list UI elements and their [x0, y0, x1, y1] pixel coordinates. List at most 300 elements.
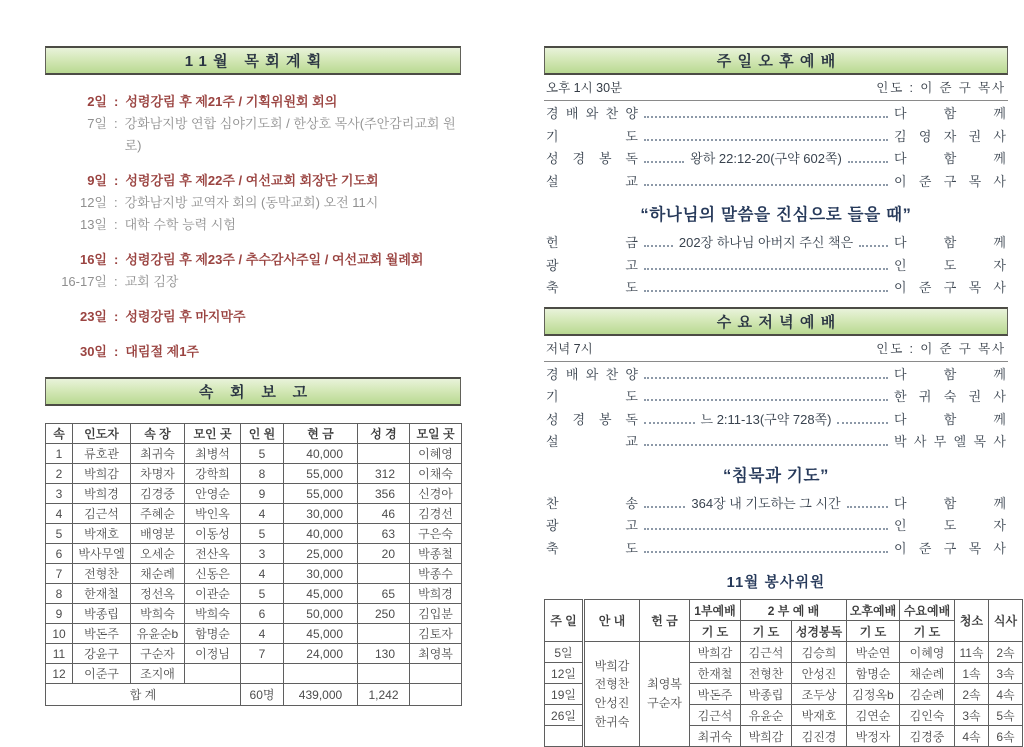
report-cell: 박돈주 — [73, 624, 131, 644]
worship-item-person: 다 함 께 — [894, 411, 1006, 427]
event-text: 성령강림 후 제23주 / 추수감사주일 / 여선교회 월례회 — [125, 252, 424, 267]
report-cell: 55,000 — [284, 464, 358, 484]
worship-item-label: 축 도 — [546, 540, 638, 556]
report-cell: 이정님 — [185, 644, 241, 664]
plan-event-row — [45, 214, 461, 236]
worship-line — [544, 255, 1008, 278]
report-cell — [284, 664, 358, 684]
total-offering: 439,000 — [284, 684, 358, 706]
report-cell: 11 — [46, 644, 73, 664]
report-cell: 45,000 — [284, 624, 358, 644]
report-cell: 강윤구 — [73, 644, 131, 664]
worship-line — [544, 277, 1008, 300]
worship-item-detail: 왕하 22:12-20(구약 602쪽) — [690, 151, 842, 166]
report-cell: 박사무엘 — [73, 544, 131, 564]
committee-cell: 6속 — [989, 726, 1023, 747]
report-col-header: 속 장 — [131, 424, 185, 444]
report-cell: 박종수 — [410, 564, 462, 584]
worship-item-label: 경 배 와 찬 양 — [546, 366, 638, 382]
committee-cell: 3속 — [955, 705, 989, 726]
table-row — [46, 604, 462, 624]
worship-item-person: 이 준 구 목 사 — [894, 173, 1006, 189]
event-date: 7일 — [87, 116, 107, 131]
report-cell: 3 — [46, 484, 73, 504]
report-table-head — [46, 424, 462, 444]
committee-col-header: 수요예배 — [900, 600, 955, 621]
report-title-bar — [45, 377, 461, 406]
report-cell: 구은숙 — [410, 524, 462, 544]
plan-event-list — [45, 91, 461, 363]
committee-col-header: 식사 — [989, 600, 1023, 642]
report-col-header: 성 경 — [358, 424, 410, 444]
committee-col-header: 오후예배 — [847, 600, 900, 621]
table-row — [46, 524, 462, 544]
committee-col-header: 청소 — [955, 600, 989, 642]
worship-item-person: 다 함 께 — [894, 151, 1006, 166]
report-cell: 주혜순 — [131, 504, 185, 524]
report-cell — [410, 664, 462, 684]
committee-col-subheader: 기 도 — [690, 621, 741, 642]
report-cell: 4 — [241, 564, 284, 584]
event-date: 13일 — [79, 217, 107, 232]
dotted-leader — [644, 173, 888, 186]
committee-cell: 김승희 — [792, 642, 847, 663]
report-cell: 김입분 — [410, 604, 462, 624]
committee-title: 11월 봉사위원 — [726, 575, 826, 591]
report-cell: 30,000 — [284, 504, 358, 524]
committee-table-head — [545, 600, 1023, 642]
report-cell: 박희감 — [73, 464, 131, 484]
committee-cell: 조두상 — [792, 684, 847, 705]
report-cell: 정선옥 — [131, 584, 185, 604]
worship-item-person: 다 함 께 — [894, 366, 1006, 382]
report-cell: 박희경 — [73, 484, 131, 504]
report-title: 속 회 보 고 — [198, 384, 314, 401]
report-cell: 130 — [358, 644, 410, 664]
event-text: 교회 김장 — [124, 274, 179, 289]
report-cell: 안영순 — [185, 484, 241, 504]
dotted-leader — [859, 234, 888, 247]
table-row — [46, 564, 462, 584]
committee-cell: 김인숙 — [900, 705, 955, 726]
report-col-header: 모인 곳 — [185, 424, 241, 444]
report-cell: 유윤순b — [131, 624, 185, 644]
wednesday-sermon-title: “침묵과 기도” — [722, 466, 830, 485]
plan-event-row — [45, 113, 461, 157]
committee-col-subheader: 기 도 — [847, 621, 900, 642]
report-cell: 4 — [241, 504, 284, 524]
worship-item-person: 이 준 구 목 사 — [894, 540, 1006, 556]
worship-line — [544, 386, 1008, 409]
report-cell: 박인옥 — [185, 504, 241, 524]
event-colon: : — [114, 274, 118, 289]
wednesday-order-list-2 — [544, 493, 1008, 561]
event-colon: : — [114, 94, 119, 109]
report-cell — [241, 664, 284, 684]
report-cell: 7 — [46, 564, 73, 584]
committee-cell: 김순례 — [900, 684, 955, 705]
report-cell: 이혜영 — [410, 444, 462, 464]
report-cell: 9 — [241, 484, 284, 504]
table-row — [46, 464, 462, 484]
committee-cell: 김진경 — [792, 726, 847, 747]
event-colon: : — [114, 217, 118, 232]
committee-date-cell: 5일 — [545, 642, 584, 663]
worship-item-label: 경 배 와 찬 양 — [546, 106, 638, 121]
report-cell: 최영복 — [410, 644, 462, 664]
plan-event-row — [45, 341, 461, 363]
report-cell: 김경중 — [131, 484, 185, 504]
wednesday-info-row — [544, 336, 1008, 362]
report-cell: 45,000 — [284, 584, 358, 604]
committee-col-header: 안 내 — [584, 600, 640, 642]
worship-item-detail: 느 2:11-13(구약 728쪽) — [700, 411, 832, 427]
report-cell: 2 — [46, 464, 73, 484]
worship-item-person: 다 함 께 — [894, 106, 1006, 121]
report-cell: 7 — [241, 644, 284, 664]
event-date: 16-17일 — [61, 274, 107, 289]
committee-cell: 이혜영 — [900, 642, 955, 663]
committee-cell: 5속 — [989, 705, 1023, 726]
committee-cell: 유윤순 — [741, 705, 792, 726]
plan-event-row — [45, 192, 461, 214]
committee-cell: 김연순 — [847, 705, 900, 726]
committee-cell: 김근석 — [690, 705, 741, 726]
dotted-leader — [644, 128, 888, 141]
worship-item-label: 헌 금 — [546, 235, 638, 250]
committee-cell: 박돈주 — [690, 684, 741, 705]
report-cell: 박종철 — [410, 544, 462, 564]
worship-line — [544, 431, 1008, 454]
worship-item-person: 이 준 구 목 사 — [894, 280, 1006, 295]
worship-line — [544, 126, 1008, 149]
report-cell: 이관순 — [185, 584, 241, 604]
event-date: 16일 — [79, 252, 107, 267]
dotted-leader — [644, 388, 888, 401]
class-report-table — [45, 423, 462, 706]
report-cell: 4 — [46, 504, 73, 524]
committee-date-cell: 19일 — [545, 684, 584, 705]
committee-cell: 3속 — [989, 663, 1023, 684]
report-cell: 356 — [358, 484, 410, 504]
dotted-leader — [644, 540, 888, 553]
report-cell: 6 — [46, 544, 73, 564]
worship-item-label: 성 경 봉 독 — [546, 411, 638, 427]
sunday-leader: 인도 : 이 준 구 목사 — [876, 81, 1006, 95]
committee-cell: 박희감 — [741, 726, 792, 747]
worship-line — [544, 493, 1008, 516]
worship-item-detail: 364장 내 기도하는 그 시간 — [691, 495, 841, 511]
committee-col-header: 1부예배 — [690, 600, 741, 621]
sunday-info-row — [544, 75, 1008, 101]
committee-table — [544, 599, 1023, 747]
report-cell: 강학희 — [185, 464, 241, 484]
worship-item-label: 설 교 — [546, 173, 638, 189]
committee-date-cell: 12일 — [545, 663, 584, 684]
table-row — [46, 484, 462, 504]
report-cell: 류호관 — [73, 444, 131, 464]
table-row — [46, 584, 462, 604]
committee-cell: 함명순 — [847, 663, 900, 684]
worship-line — [544, 103, 1008, 126]
wednesday-time: 저녁 7시 — [546, 341, 593, 356]
worship-item-person: 김 영 자 권 사 — [894, 128, 1006, 144]
committee-date-cell — [545, 726, 584, 747]
committee-cell: 박재호 — [792, 705, 847, 726]
sunday-sermon-title: “하나님의 말씀을 진심으로 들을 때” — [640, 206, 912, 224]
dotted-leader — [644, 257, 888, 270]
report-cell — [185, 664, 241, 684]
report-cell: 40,000 — [284, 444, 358, 464]
table-row — [46, 664, 462, 684]
wednesday-order-list — [544, 364, 1008, 454]
event-colon: : — [114, 116, 118, 131]
dotted-leader — [644, 411, 695, 424]
total-label: 합 계 — [46, 684, 241, 706]
event-date: 23일 — [79, 309, 107, 324]
worship-item-person: 한 귀 숙 권 사 — [894, 389, 1006, 404]
report-col-header: 현 금 — [284, 424, 358, 444]
committee-cell: 한재철 — [690, 663, 741, 684]
dotted-leader — [644, 150, 684, 163]
report-cell: 신경아 — [410, 484, 462, 504]
committee-cell: 박종립 — [741, 684, 792, 705]
report-cell: 8 — [241, 464, 284, 484]
report-cell: 63 — [358, 524, 410, 544]
report-cell: 24,000 — [284, 644, 358, 664]
report-cell: 25,000 — [284, 544, 358, 564]
worship-item-person: 다 함 께 — [894, 235, 1006, 250]
report-cell: 65 — [358, 584, 410, 604]
event-colon: : — [114, 252, 119, 267]
report-cell — [358, 564, 410, 584]
report-cell — [358, 624, 410, 644]
report-cell: 1 — [46, 444, 73, 464]
event-colon: : — [114, 195, 118, 210]
plan-event-row — [45, 306, 461, 328]
plan-event-row — [45, 271, 461, 293]
event-text: 대림절 제1주 — [125, 344, 199, 359]
dotted-leader — [644, 234, 673, 247]
event-text: 강화남지방 연합 심야기도회 / 한상호 목사(주안감리교회 원로) — [124, 116, 456, 153]
wednesday-title-bar — [544, 307, 1008, 336]
committee-ushers-cell: 박희감 전형찬 안성진 한귀숙 — [584, 642, 640, 747]
committee-col-header: 2 부 예 배 — [741, 600, 847, 621]
worship-item-label: 축 도 — [546, 280, 638, 295]
report-table-body — [46, 444, 462, 706]
report-cell: 9 — [46, 604, 73, 624]
committee-cell: 4속 — [955, 726, 989, 747]
report-cell: 전산옥 — [185, 544, 241, 564]
report-cell: 20 — [358, 544, 410, 564]
plan-event-row — [45, 170, 461, 192]
worship-line — [544, 364, 1008, 387]
left-page — [45, 46, 461, 706]
report-cell: 5 — [241, 584, 284, 604]
committee-col-subheader: 성경봉독 — [792, 621, 847, 642]
report-cell: 박재호 — [73, 524, 131, 544]
worship-item-label: 기 도 — [546, 389, 638, 404]
report-cell: 6 — [241, 604, 284, 624]
report-cell: 30,000 — [284, 564, 358, 584]
wednesday-leader: 인도 : 이 준 구 목사 — [876, 341, 1006, 356]
dotted-leader — [847, 495, 888, 508]
report-cell: 이동성 — [185, 524, 241, 544]
report-cell: 박희경 — [410, 584, 462, 604]
event-text: 대학 수학 능력 시험 — [124, 217, 236, 232]
worship-item-label: 기 도 — [546, 128, 638, 144]
report-cell: 312 — [358, 464, 410, 484]
report-cell: 8 — [46, 584, 73, 604]
table-row — [46, 444, 462, 464]
dotted-leader — [644, 495, 685, 508]
committee-table-body — [545, 642, 1023, 747]
event-text: 성령강림 후 제22주 / 여선교회 회장단 기도회 — [125, 173, 379, 188]
report-cell: 250 — [358, 604, 410, 624]
sunday-order-list — [544, 103, 1008, 193]
committee-cell: 김정옥b — [847, 684, 900, 705]
worship-line — [544, 538, 1008, 561]
event-colon: : — [114, 173, 119, 188]
worship-item-person: 다 함 께 — [894, 495, 1007, 511]
sunday-time: 오후 1시 30분 — [546, 81, 623, 95]
report-cell: 신동은 — [185, 564, 241, 584]
report-cell: 김토자 — [410, 624, 462, 644]
report-cell: 박희숙 — [131, 604, 185, 624]
report-col-header: 모일 곳 — [410, 424, 462, 444]
committee-col-subheader: 기 도 — [900, 621, 955, 642]
report-cell: 5 — [241, 444, 284, 464]
report-cell: 40,000 — [284, 524, 358, 544]
event-colon: : — [114, 344, 119, 359]
report-cell: 이준구 — [73, 664, 131, 684]
committee-col-subheader: 기 도 — [741, 621, 792, 642]
committee-cell: 최귀숙 — [690, 726, 741, 747]
committee-cell: 2속 — [989, 642, 1023, 663]
total-place — [410, 684, 462, 706]
committee-offering-cell: 최영복 구순자 — [640, 642, 690, 747]
report-cell: 한재철 — [73, 584, 131, 604]
table-row — [46, 644, 462, 664]
committee-cell: 11속 — [955, 642, 989, 663]
committee-cell: 박순연 — [847, 642, 900, 663]
committee-cell: 박정자 — [847, 726, 900, 747]
report-cell: 차명자 — [131, 464, 185, 484]
worship-item-detail: 202장 하나님 아버지 주신 책은 — [678, 235, 854, 250]
right-page — [544, 46, 1018, 747]
event-date: 9일 — [87, 173, 107, 188]
sunday-title: 주일오후예배 — [716, 53, 842, 70]
worship-item-label: 찬 송 — [546, 495, 638, 511]
worship-line — [544, 232, 1008, 255]
report-cell: 최병석 — [185, 444, 241, 464]
sunday-title-bar — [544, 46, 1008, 75]
dotted-leader — [644, 366, 888, 379]
wednesday-title: 수요저녁예배 — [716, 313, 842, 331]
committee-col-header: 주 일 — [545, 600, 584, 642]
sunday-order-list-2 — [544, 232, 1008, 300]
report-cell: 5 — [46, 524, 73, 544]
event-text: 성령강림 후 제21주 / 기획위원회 회의 — [125, 94, 338, 109]
event-colon: : — [114, 309, 119, 324]
worship-line — [544, 409, 1008, 432]
dotted-leader — [644, 279, 888, 292]
report-cell: 10 — [46, 624, 73, 644]
committee-cell: 김근석 — [741, 642, 792, 663]
worship-line — [544, 515, 1008, 538]
event-text: 성령강림 후 마지막주 — [125, 309, 246, 324]
committee-cell: 전형찬 — [741, 663, 792, 684]
report-cell: 4 — [241, 624, 284, 644]
report-cell: 배영분 — [131, 524, 185, 544]
worship-item-label: 성 경 봉 독 — [546, 151, 638, 166]
committee-col-header: 헌 금 — [640, 600, 690, 642]
report-cell: 구순자 — [131, 644, 185, 664]
report-col-header: 속 — [46, 424, 73, 444]
total-members: 60명 — [241, 684, 284, 706]
plan-event-row — [45, 91, 461, 113]
committee-date-cell: 26일 — [545, 705, 584, 726]
event-date: 12일 — [79, 195, 107, 210]
report-cell: 박종립 — [73, 604, 131, 624]
report-cell: 50,000 — [284, 604, 358, 624]
dotted-leader — [848, 150, 888, 163]
committee-cell: 박희감 — [690, 642, 741, 663]
report-cell: 조지애 — [131, 664, 185, 684]
report-cell: 55,000 — [284, 484, 358, 504]
worship-item-label: 광 고 — [546, 518, 638, 533]
worship-item-person: 인 도 자 — [894, 518, 1006, 533]
report-col-header: 인 원 — [241, 424, 284, 444]
report-cell: 김경선 — [410, 504, 462, 524]
plan-event-row — [45, 249, 461, 271]
report-cell: 함명순 — [185, 624, 241, 644]
committee-cell: 안성진 — [792, 663, 847, 684]
table-row — [46, 544, 462, 564]
dotted-leader — [644, 517, 888, 530]
report-cell — [358, 444, 410, 464]
committee-cell: 채순례 — [900, 663, 955, 684]
event-date: 30일 — [79, 344, 107, 359]
worship-item-label: 설 교 — [546, 434, 638, 449]
report-cell: 46 — [358, 504, 410, 524]
event-date: 2일 — [87, 94, 107, 109]
report-cell: 5 — [241, 524, 284, 544]
report-cell: 전형찬 — [73, 564, 131, 584]
committee-cell: 4속 — [989, 684, 1023, 705]
worship-line — [544, 148, 1008, 171]
worship-line — [544, 171, 1008, 194]
report-cell — [358, 664, 410, 684]
report-cell: 12 — [46, 664, 73, 684]
table-row — [545, 642, 1023, 663]
report-cell: 최귀숙 — [131, 444, 185, 464]
committee-header-row-1 — [545, 600, 1023, 621]
report-cell: 박희숙 — [185, 604, 241, 624]
report-cell: 채순례 — [131, 564, 185, 584]
worship-item-person: 박 사 무 엘 목 사 — [894, 434, 1006, 449]
plan-title-bar — [45, 46, 461, 75]
plan-title: 11월 목회계획 — [184, 53, 328, 70]
report-cell: 3 — [241, 544, 284, 564]
report-col-header: 인도자 — [73, 424, 131, 444]
total-bible: 1,242 — [358, 684, 410, 706]
report-total-row — [46, 684, 462, 706]
table-row — [46, 504, 462, 524]
worship-item-person: 인 도 자 — [894, 257, 1006, 273]
committee-cell: 김경중 — [900, 726, 955, 747]
event-text: 강화남지방 교역자 회의 (동막교회) 오전 11시 — [124, 195, 379, 210]
